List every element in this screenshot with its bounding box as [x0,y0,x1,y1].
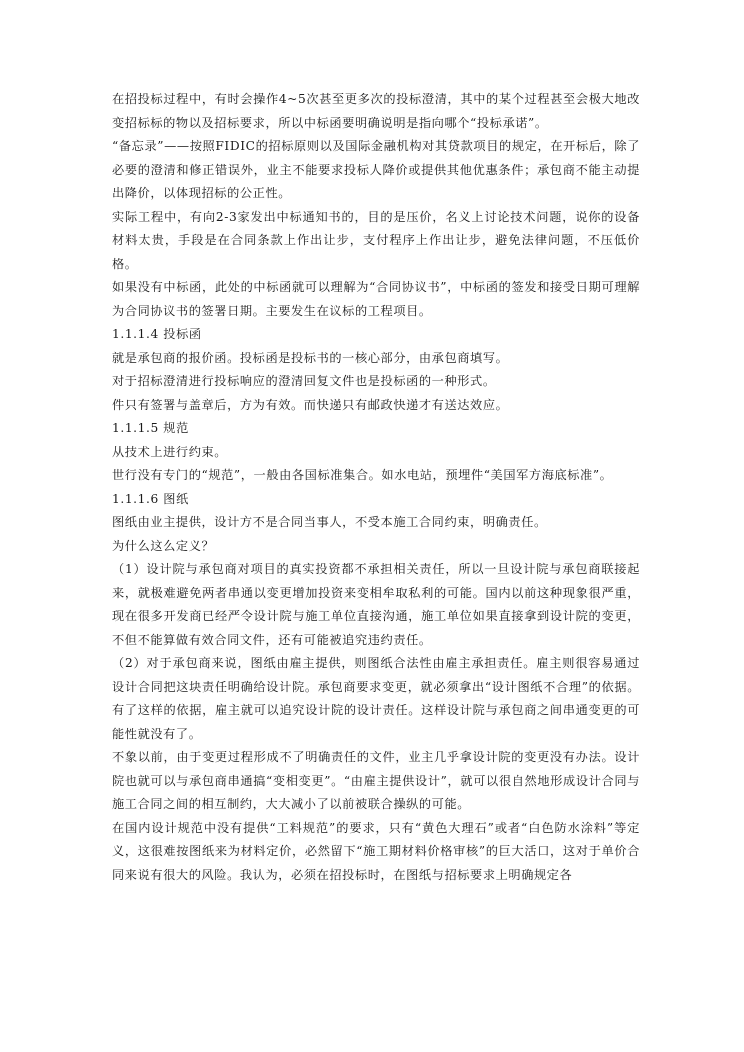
paragraph-reason-2: （2）对于承包商来说，图纸由雇主提供，则图纸合法性由雇主承担责任。雇主则很容易通过设计合同把这块责任明确给设计院。承包商要求变更，就必须拿出“设计图纸不合理”的依据。有了这样的依据，雇主就可以追究设计院的设计责任。这样设计院与承包商之间串通变更的可能性就没有了。 [112,656,640,741]
paragraph-why-define: 为什么这么定义？ [112,538,215,553]
paragraph-actual-engineering: 实际工程中，有向2-3家发出中标通知书的，目的是压价，名义上讨论技术问题，说你的设备材料太贵，手段是在合同条款上作出让步，支付程序上作出让步，避免法律问题，不压低价格。 [112,209,640,271]
document-body [112,88,640,887]
paragraph-domestic-spec: 在国内设计规范中没有提供“工料规范”的要求，只有“黄色大理石”或者“白色防水涂料”等定义，这很难按图纸来为材料定价，必然留下“施工期材料价格审核”的巨大活口，这对于单价合同来说有很大的风险。我认为，必须在招投标时，在图纸与招标要求上明确规定各 [112,820,640,882]
paragraph-past-situation: 不象以前，由于变更过程形成不了明确责任的文件，业主几乎拿设计院的变更没有办法。设计院也就可以与承包商串通搞“变相变更”。“由雇主提供设计”，就可以很自然地形成设计合同与施工合同之间的相互制约，大大减小了以前被联合操纵的可能。 [112,750,640,811]
paragraph-technical-constraint: 从技术上进行约束。 [112,444,228,459]
section-heading-specification: 1.1.1.5 规范 [112,421,189,435]
paragraph-reason-1: （1）设计院与承包商对项目的真实投资都不承担相关责任，所以一旦设计院与承包商联接起来，就极难避免两者串通以变更增加投资来变相牟取私利的可能。国内以前这种现象很严重，现在很多开发商已经严令设计院与施工单位直接沟通，施工单位如果直接拿到设计院的变更，不但不能算做有效合同文件，还有可能被追究违约责任。 [112,562,640,647]
paragraph-memorandum: “备忘录”——按照FIDIC的招标原则以及国际金融机构对其贷款项目的规定，在开标后，除了必要的澄清和修正错误外，业主不能要求投标人降价或提供其他优惠条件；承包商不能主动提出降价，以体现招标的公正性。 [112,139,640,200]
paragraph-no-award-letter: 如果没有中标函，此处的中标函就可以理解为“合同协议书”，中标函的签发和接受日期可理解为合同协议书的签署日期。主要发生在议标的工程项目。 [112,280,640,318]
section-heading-bid-letter: 1.1.1.4 投标函 [112,327,202,341]
paragraph-clarification-reply: 对于招标澄清进行投标响应的澄清回复文件也是投标函的一种形式。 [112,374,496,388]
paragraph-drawings-owner: 图纸由业主提供，设计方不是合同当事人，不受本施工合同约束，明确责任。 [112,515,547,529]
paragraph-signature-seal: 件只有签署与盖章后，方为有效。而快递只有邮政快递才有送达效应。 [112,397,509,412]
paragraph-bid-letter-def: 就是承包商的报价函。投标函是投标书的一核心部分，由承包商填写。 [112,350,509,365]
section-heading-drawings: 1.1.1.6 图纸 [112,491,189,506]
paragraph-bid-clarification: 在招投标过程中，有时会操作4~5次甚至更多次的投标澄清，其中的某个过程甚至会极大地改变招标标的物以及招标要求，所以中标函要明确说明是指向哪个“投标承诺”。 [112,92,640,130]
paragraph-world-bank-spec: 世行没有专门的“规范”，一般由各国标准集合。如水电站，预埋件“美国军方海底标准”。 [112,468,613,482]
